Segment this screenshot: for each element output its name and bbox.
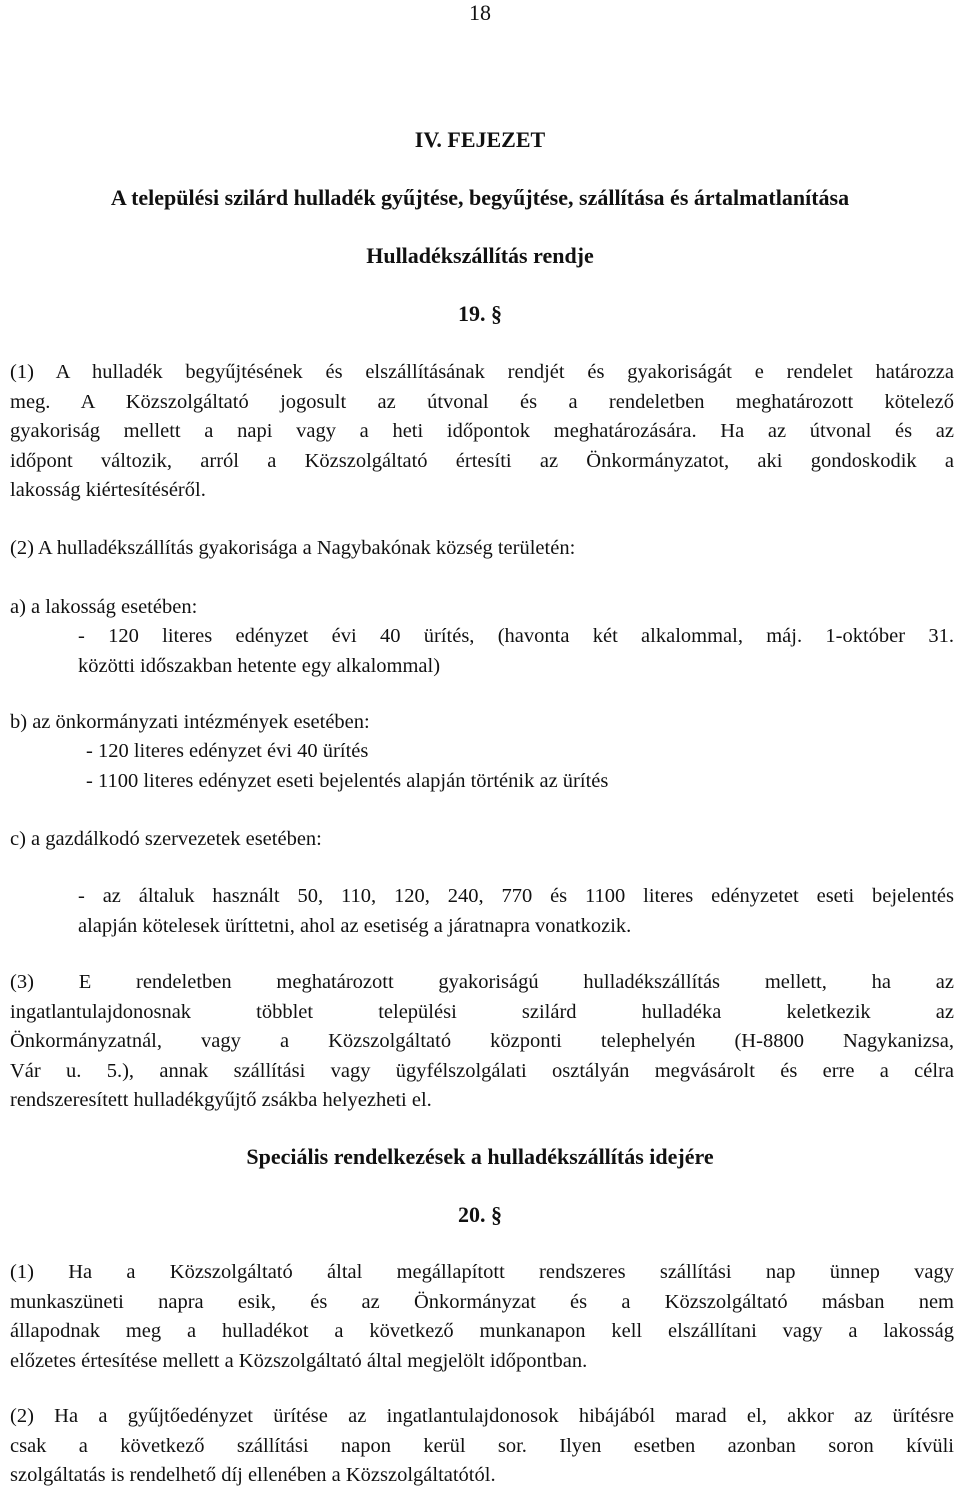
item-a-label: a) a lakosság esetében: bbox=[10, 596, 198, 618]
text-line: Önkormányzatnál, vagy a Közszolgáltató központi telephelyén (H-8800 Nagykanizsa, bbox=[10, 1030, 954, 1052]
text-line: munkaszüneti napra esik, és az Önkormányzat és a Közszolgáltató másban nem bbox=[10, 1290, 954, 1313]
text-line: gyakoriság mellett a napi vagy a heti időpontok meghatározására. Ha az útvonal és az bbox=[10, 420, 954, 442]
item-c-details bbox=[78, 882, 954, 941]
text-line: (1) A hulladék begyűjtésének és elszállításának rendjét és gyakoriságát e rendelet határozza bbox=[10, 361, 954, 383]
paragraph-20-1 bbox=[10, 1258, 954, 1376]
text-line: alapján kötelesek üríttetni, ahol az esetiség a járatnapra vonatkozik. bbox=[78, 914, 632, 937]
section-title: Hulladékszállítás rendje bbox=[366, 243, 594, 268]
text-line: szolgáltatás is rendelhető díj ellenében a Közszolgáltatótól. bbox=[10, 1464, 496, 1486]
paragraph-20-heading: 20. § bbox=[458, 1202, 502, 1227]
text-line: - 1100 literes edényzet eseti bejelentés alapján történik az ürítés bbox=[86, 769, 609, 792]
text-line: ingatlantulajdonosnak többlet települési szilárd hulladéka keletkezik az bbox=[10, 1000, 954, 1023]
text-line: (1) Ha a Közszolgáltató által megállapított rendszeres szállítási nap ünnep vagy bbox=[10, 1261, 954, 1283]
text-line: meg. A Közszolgáltató jogosult az útvonal és a rendeletben meghatározott kötelező bbox=[10, 390, 954, 413]
paragraph-19-heading: 19. § bbox=[458, 301, 502, 326]
paragraph-19-3 bbox=[10, 968, 954, 1116]
text-line: (2) Ha a gyűjtőedényzet ürítése az ingatlantulajdonosok hibájából marad el, akkor az ürítésre bbox=[10, 1405, 954, 1427]
text-line: rendszeresített hulladékgyűjtő zsákba helyezheti el. bbox=[10, 1089, 432, 1111]
chapter-heading: IV. FEJEZET bbox=[414, 127, 546, 152]
text-line: - 120 literes edényzet évi 40 ürítés, (havonta két alkalommal, máj. 1-október 31. bbox=[78, 625, 954, 647]
item-c-label: c) a gazdálkodó szervezetek esetében: bbox=[10, 828, 322, 850]
text-line: - 120 literes edényzet évi 40 ürítés bbox=[86, 740, 369, 762]
section-title-special: Speciális rendelkezések a hulladékszállítás idejére bbox=[246, 1144, 714, 1169]
paragraph-20-2 bbox=[10, 1402, 954, 1491]
paragraph-19-1 bbox=[10, 358, 954, 506]
text-line: közötti időszakban hetente egy alkalommal) bbox=[78, 654, 441, 677]
text-line: csak a következő szállítási napon kerül sor. Ilyen esetben azonban soron kívüli bbox=[10, 1434, 954, 1457]
text-line: állapodnak meg a hulladékot a következő munkanapon kell elszállítani vagy a lakosság bbox=[10, 1320, 954, 1342]
page-number: 18 bbox=[469, 0, 491, 25]
item-b-details bbox=[86, 737, 608, 796]
chapter-title: A települési szilárd hulladék gyűjtése, begyűjtése, szállítása és ártalmatlanítása bbox=[110, 185, 850, 210]
text-line: előzetes értesítése mellett a Közszolgáltató által megjelölt időpontban. bbox=[10, 1349, 588, 1372]
text-line: lakosság kiértesítéséről. bbox=[10, 479, 206, 501]
text-line: Vár u. 5.), annak szállítási vagy ügyfélszolgálati osztályán megvásárolt és erre a célra bbox=[10, 1059, 954, 1082]
text-line: (3) E rendeletben meghatározott gyakoriságú hulladékszállítás mellett, ha az bbox=[10, 971, 954, 993]
paragraph-19-2-intro: (2) A hulladékszállítás gyakorisága a Nagybakónak község területén: bbox=[10, 537, 576, 559]
text-line: - az általuk használt 50, 110, 120, 240, 770 és 1100 literes edényzetet eseti bejelentés bbox=[78, 885, 954, 907]
item-b-label: b) az önkormányzati intézmények esetében: bbox=[10, 711, 370, 733]
text-line: időpont változik, arról a Közszolgáltató értesíti az Önkormányzatot, aki gondoskodik a bbox=[10, 449, 954, 472]
item-a-details bbox=[78, 622, 954, 681]
